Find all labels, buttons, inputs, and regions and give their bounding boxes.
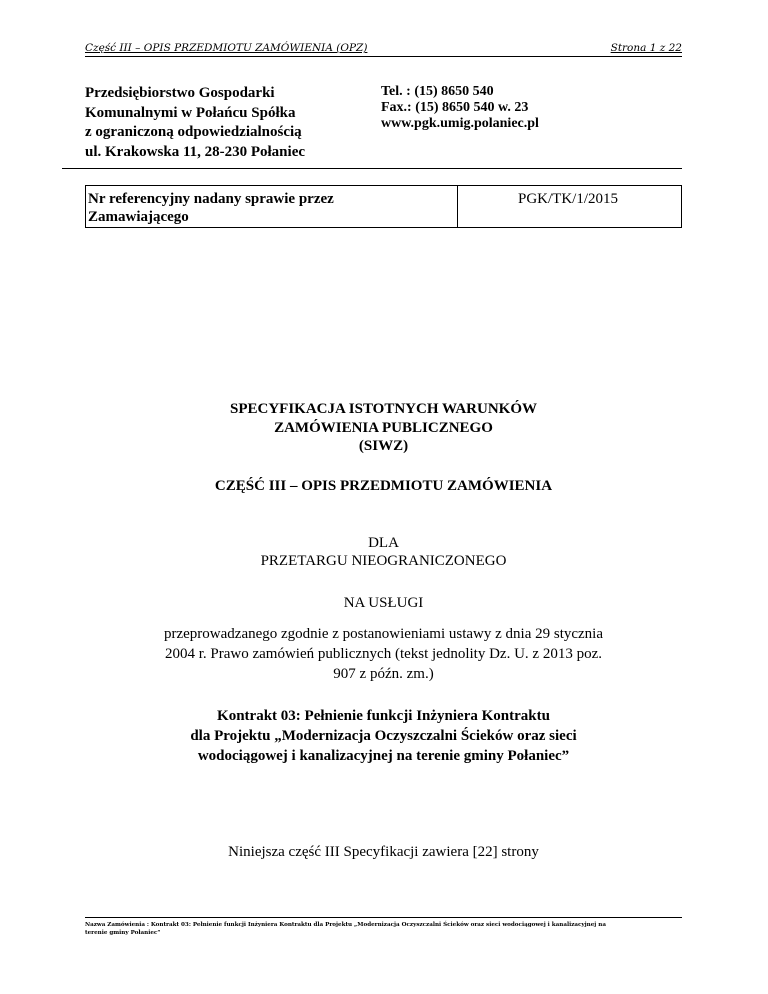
company-line: ul. Krakowska 11, 28-230 Połaniec xyxy=(85,143,306,160)
legal-line: przeprowadzanego zgodnie z postanowieniami ustawy z dnia 29 stycznia xyxy=(163,626,603,642)
company-line: Komunalnymi w Połańcu Spółka xyxy=(85,104,296,121)
reference-table xyxy=(85,185,682,228)
procedure-line: PRZETARGU NIEOGRANICZONEGO xyxy=(260,553,507,569)
footer-line: Nazwa Zamówienia : Kontrakt 03: Pełnienie funkcji Inżyniera Kontraktu dla Projektu „Modernizacja Oczyszczalni Ścieków oraz sieci wodociągowej i kanalizacyjnej na xyxy=(85,922,606,928)
footer-line: terenie gminy Połaniec” xyxy=(85,930,161,936)
reference-number: PGK/TK/1/2015 xyxy=(518,191,619,207)
header-section-title: Część III – OPIS PRZEDMIOTU ZAMÓWIENIA (OPZ) xyxy=(85,42,368,54)
header-divider xyxy=(62,168,682,169)
running-footer xyxy=(85,917,682,937)
contact-phone: Tel. : (15) 8650 540 xyxy=(381,84,494,99)
services-label: NA USŁUGI xyxy=(343,595,424,611)
company-line: Przedsiębiorstwo Gospodarki xyxy=(85,85,275,101)
running-header xyxy=(85,42,682,57)
legal-line: 907 z późn. zm.) xyxy=(333,666,434,682)
header-page-number: Strona 1 z 22 xyxy=(610,42,682,54)
reference-label-cell xyxy=(86,186,458,227)
contract-line: wodociągowej i kanalizacyjnej na terenie gminy Połaniec” xyxy=(197,748,570,764)
procedure-type xyxy=(85,534,682,570)
document-title xyxy=(85,400,682,456)
contract-name xyxy=(85,706,682,766)
contract-line: Kontrakt 03: Pełnienie funkcji Inżyniera Kontraktu xyxy=(217,708,550,724)
contact-block xyxy=(381,84,681,132)
procedure-line: DLA xyxy=(368,535,399,551)
part-title: CZĘŚĆ III – OPIS PRZEDMIOTU ZAMÓWIENIA xyxy=(214,478,553,494)
contact-fax: Fax.: (15) 8650 540 w. 23 xyxy=(381,100,529,115)
title-line: SPECYFIKACJA ISTOTNYCH WARUNKÓW xyxy=(230,401,537,417)
contract-line: dla Projektu „Modernizacja Oczyszczalni Ścieków oraz sieci xyxy=(190,728,577,744)
reference-label-line: Nr referencyjny nadany sprawie przez xyxy=(88,191,334,207)
page-count-note: Niniejsza część III Specyfikacji zawiera [22] strony xyxy=(228,844,539,860)
company-line: z ograniczoną odpowiedzialnością xyxy=(85,124,302,140)
title-line: ZAMÓWIENIA PUBLICZNEGO xyxy=(274,419,493,436)
legal-basis xyxy=(85,624,682,684)
legal-line: 2004 r. Prawo zamówień publicznych (tekst jednolity Dz. U. z 2013 poz. xyxy=(165,646,602,662)
company-address-block xyxy=(85,84,365,162)
title-line: (SIWZ) xyxy=(358,438,409,454)
contact-website: www.pgk.umig.polaniec.pl xyxy=(381,116,539,131)
reference-label-line: Zamawiającego xyxy=(88,209,189,225)
